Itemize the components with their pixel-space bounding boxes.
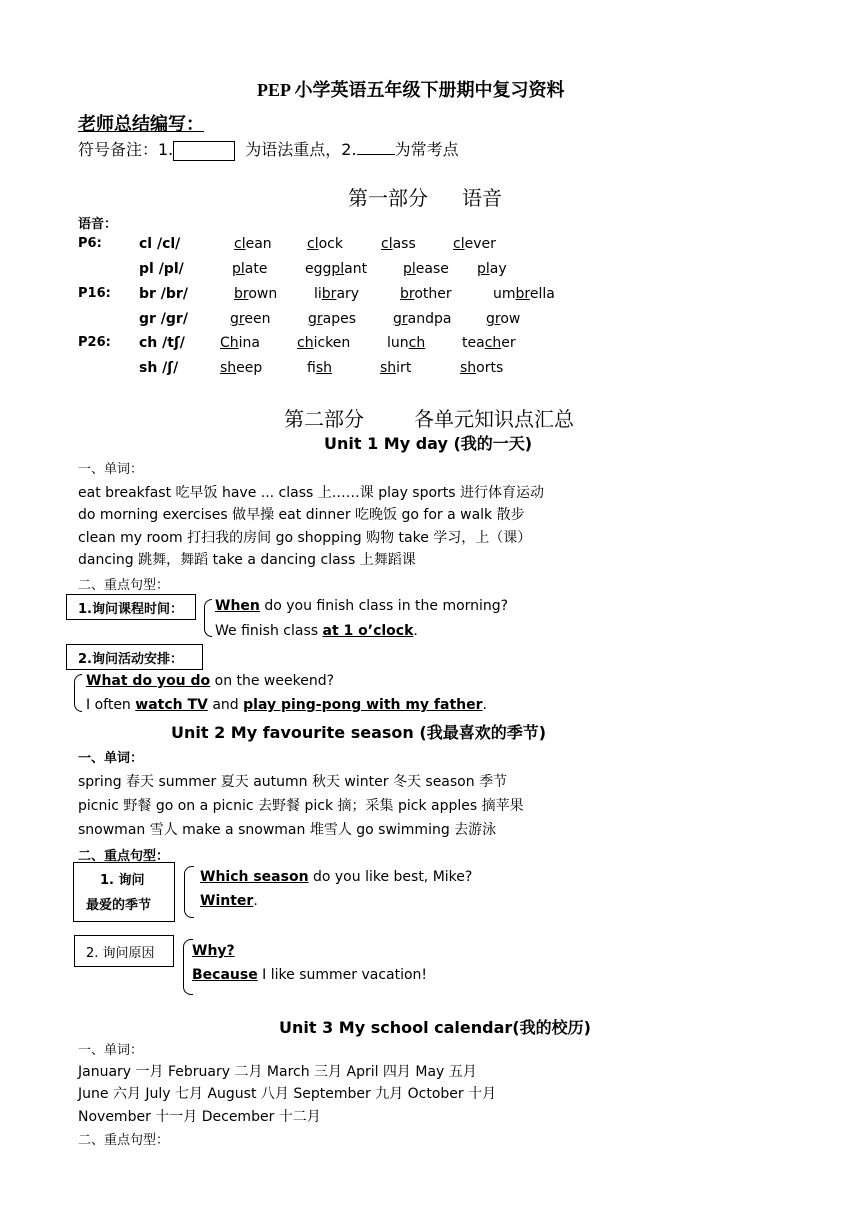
phonics-word-sound: ch	[484, 335, 502, 351]
phonics-word	[400, 286, 452, 302]
phonics-sound: cl /cl/	[139, 236, 181, 252]
part1-heading-number: 第一部分	[348, 186, 428, 210]
key-phrase: Because	[192, 967, 258, 983]
unit2-topic-box-label: 最爱的季节	[86, 898, 152, 913]
phonics-word-part: lun	[387, 335, 409, 351]
phonics-word-part: li	[314, 286, 322, 302]
phonics-word-sound: br	[321, 286, 337, 302]
phonics-word	[220, 360, 262, 376]
phonics-word	[460, 360, 503, 376]
phonics-word	[232, 261, 267, 277]
phonics-word-part: er	[501, 335, 516, 351]
unit1-question	[215, 598, 508, 614]
phonics-word	[381, 236, 416, 252]
phonics-word-sound: cl	[307, 236, 319, 252]
phonics-word-sound: sh	[380, 360, 397, 376]
phonics-word	[314, 286, 359, 302]
part2-heading-topic: 各单元知识点汇总	[414, 407, 574, 431]
part2-heading	[284, 403, 574, 432]
unit2-answer	[200, 893, 258, 909]
phonics-word-part: ate	[244, 261, 268, 277]
unit2-vocab-line: spring 春天 summer 夏天 autumn 秋天 winter 冬天 season 季节	[78, 774, 508, 790]
unit1-words-label: 一、单词：	[78, 462, 144, 477]
phonics-word-part: orts	[476, 360, 504, 376]
author-heading: 老师总结编写：	[78, 114, 204, 135]
unit3-vocab-line: January 一月 February 二月 March 三月 April 四月 May 五月	[78, 1064, 477, 1080]
phonics-sound: br /br/	[139, 286, 188, 302]
symbol-note-part-b: 为语法重点，2.	[245, 140, 357, 159]
unit2-words-label: 一、单词：	[78, 751, 144, 766]
phonics-word	[403, 261, 449, 277]
phonics-word-part: ay	[489, 261, 507, 277]
phonics-word-part: eep	[236, 360, 263, 376]
key-phrase: play ping-pong with my father	[243, 697, 483, 713]
phonics-word-part: other	[414, 286, 452, 302]
sentence-text: I often	[86, 697, 136, 713]
unit3-vocab-line: November 十一月 December 十二月	[78, 1109, 321, 1125]
phonics-word	[387, 335, 425, 351]
unit1-vocab-line: dancing 跳舞，舞蹈 take a dancing class 上舞蹈课	[78, 552, 416, 568]
phonics-word-part: ever	[464, 236, 496, 252]
phonics-word-sound: cl	[381, 236, 393, 252]
phonics-word-sound: cl	[453, 236, 465, 252]
phonics-word-sound: pl	[232, 261, 245, 277]
phonics-word-sound: br	[234, 286, 249, 302]
phonics-word-part: een	[244, 311, 271, 327]
phonics-word-sound: gr	[486, 311, 501, 327]
key-phrase: Winter	[200, 893, 254, 909]
symbol-note	[78, 137, 459, 161]
unit1-vocab-line: eat breakfast 吃早饭 have ... class 上……课 play sports 进行体育运动	[78, 485, 545, 501]
symbol-note-part-a: 符号备注：1.	[78, 140, 174, 159]
phonics-word-part: ant	[344, 261, 368, 277]
phonics-word-part: irt	[396, 360, 412, 376]
phonics-word-part: ary	[336, 286, 360, 302]
brace	[184, 866, 194, 918]
phonics-word-sound: gr	[230, 311, 245, 327]
phonics-word	[230, 311, 270, 327]
part1-heading-topic: 语音	[462, 186, 502, 210]
sentence-text: .	[413, 623, 418, 639]
phonics-word	[234, 236, 272, 252]
phonics-word-part: apes	[322, 311, 357, 327]
phonics-word	[307, 360, 332, 376]
sentence-text: We finish class	[215, 623, 323, 639]
phonics-word	[297, 335, 350, 351]
unit2-topic-box-label: 1. 询问	[100, 873, 145, 888]
unit2-vocab-line: picnic 野餐 go on a picnic 去野餐 pick 摘；采集 pick apples 摘苹果	[78, 798, 524, 814]
phonics-label: 语音：	[78, 217, 118, 232]
unit1-question	[86, 673, 334, 689]
phonics-sound: ch /tʃ/	[139, 335, 185, 351]
phonics-word-part: ass	[392, 236, 416, 252]
phonics-page-label: P6:	[78, 236, 102, 251]
phonics-word-sound: ch	[408, 335, 426, 351]
part2-heading-number: 第二部分	[284, 407, 364, 431]
phonics-word-sound: cl	[234, 236, 246, 252]
phonics-word-sound: gr	[393, 311, 408, 327]
sentence-text: .	[482, 697, 487, 713]
unit1-answer	[215, 623, 418, 639]
key-phrase: When	[215, 598, 260, 614]
phonics-word	[234, 286, 277, 302]
phonics-word-part: andpa	[407, 311, 452, 327]
phonics-word-sound: gr	[308, 311, 323, 327]
brace	[204, 599, 212, 637]
phonics-word-sound: Ch	[220, 335, 239, 351]
phonics-word-part: tea	[462, 335, 485, 351]
phonics-word-part: own	[248, 286, 278, 302]
unit2-topic-box-label: 2. 询问原因	[86, 946, 155, 961]
sentence-text: .	[253, 893, 258, 909]
unit3-title: Unit 3 My school calendar(我的校历)	[279, 1018, 591, 1037]
phonics-word	[305, 261, 367, 277]
phonics-word-sound: pl	[331, 261, 345, 277]
unit1-vocab-line: clean my room 打扫我的房间 go shopping 购物 take 学习，上（课）	[78, 530, 532, 546]
phonics-page-label: P26:	[78, 335, 111, 350]
sentence-text: do you finish class in the morning?	[259, 598, 509, 614]
unit1-pattern-label: 二、重点句型：	[78, 578, 170, 593]
phonics-word-part: ease	[415, 261, 449, 277]
phonics-word-sound: br	[400, 286, 415, 302]
sentence-text: on the weekend?	[210, 673, 335, 689]
phonics-word-part: um	[493, 286, 516, 302]
grammar-box-symbol	[173, 141, 235, 161]
phonics-word	[493, 286, 555, 302]
phonics-word	[380, 360, 411, 376]
phonics-sound: sh /ʃ/	[139, 360, 179, 376]
phonics-word-sound: sh	[315, 360, 332, 376]
phonics-page-label: P16:	[78, 286, 111, 301]
phonics-word-part: ow	[500, 311, 521, 327]
unit2-pattern-label: 二、重点句型：	[78, 849, 170, 864]
phonics-word-part: fi	[307, 360, 316, 376]
phonics-word-sound: pl	[477, 261, 490, 277]
unit1-answer	[86, 697, 487, 713]
page-title: PEP 小学英语五年级下册期中复习资料	[257, 80, 565, 100]
part1-heading	[348, 182, 502, 211]
unit1-topic-box-label: 1.询问课程时间：	[78, 602, 183, 617]
unit2-question	[192, 943, 235, 959]
phonics-sound: pl /pl/	[139, 261, 184, 277]
phonics-word-part: ina	[238, 335, 260, 351]
key-phrase: watch TV	[135, 697, 208, 713]
phonics-word	[462, 335, 516, 351]
phonics-word	[308, 311, 356, 327]
phonics-word-part: icken	[313, 335, 351, 351]
unit2-title: Unit 2 My favourite season (我最喜欢的季节)	[171, 723, 547, 742]
unit3-words-label: 一、单词：	[78, 1043, 144, 1058]
unit2-question	[200, 869, 472, 885]
unit2-answer	[192, 967, 427, 983]
sentence-text: I like summer vacation!	[257, 967, 428, 983]
unit1-vocab-line: do morning exercises 做早操 eat dinner 吃晚饭 go for a walk 散步	[78, 507, 525, 523]
unit1-topic-box-label: 2.询问活动安排：	[78, 652, 183, 667]
phonics-word	[393, 311, 451, 327]
phonics-word-sound: ch	[297, 335, 314, 351]
key-phrase: Why?	[192, 943, 235, 959]
phonics-word-sound: pl	[403, 261, 416, 277]
phonics-word	[477, 261, 507, 277]
unit3-vocab-line: June 六月 July 七月 August 八月 September 九月 October 十月	[78, 1086, 497, 1102]
phonics-word	[453, 236, 496, 252]
phonics-word-sound: br	[515, 286, 530, 302]
underline-symbol	[357, 140, 395, 155]
phonics-word-sound: sh	[220, 360, 237, 376]
phonics-word	[307, 236, 343, 252]
phonics-word-part: egg	[305, 261, 332, 277]
key-phrase: What do you do	[86, 673, 211, 689]
phonics-word-part: ean	[245, 236, 272, 252]
unit3-pattern-label: 二、重点句型：	[78, 1133, 170, 1148]
sentence-text: and	[207, 697, 244, 713]
unit2-vocab-line: snowman 雪人 make a snowman 堆雪人 go swimming 去游泳	[78, 822, 497, 838]
key-phrase: at 1 o’clock	[322, 623, 414, 639]
sentence-text: do you like best, Mike?	[308, 869, 473, 885]
phonics-word	[486, 311, 520, 327]
key-phrase: Which season	[200, 869, 309, 885]
phonics-sound: gr /gr/	[139, 311, 188, 327]
symbol-note-part-c: 为常考点	[394, 140, 459, 159]
brace	[74, 674, 82, 712]
unit1-title: Unit 1 My day (我的一天)	[324, 434, 533, 453]
phonics-word	[220, 335, 260, 351]
phonics-word-sound: sh	[460, 360, 477, 376]
phonics-word-part: ock	[318, 236, 343, 252]
phonics-word-part: ella	[529, 286, 555, 302]
